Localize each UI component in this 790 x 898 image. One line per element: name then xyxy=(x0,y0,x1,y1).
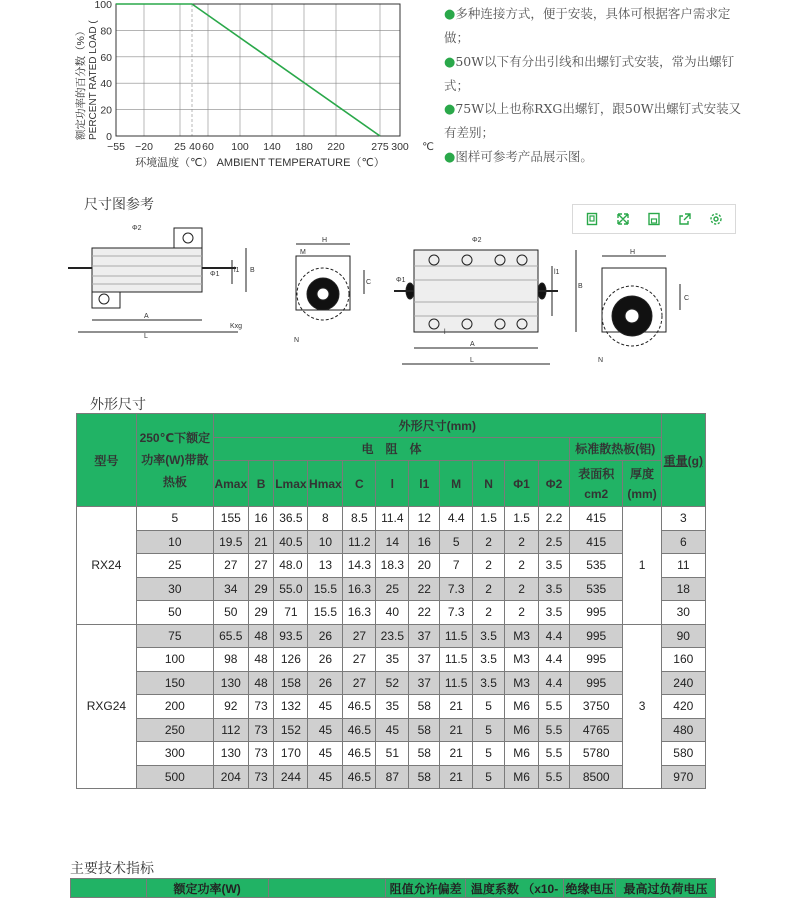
header-thickness: 厚度(mm) xyxy=(623,461,661,507)
x-tick: −20 xyxy=(135,141,153,153)
table-cell: 18.3 xyxy=(376,554,409,578)
table-cell: 73 xyxy=(248,765,274,789)
tech-title: 主要技术指标 xyxy=(70,861,154,877)
table-cell: 2 xyxy=(473,577,505,601)
x-axis-label: 环境温度（℃） AMBIENT TEMPERATURE（℃） xyxy=(135,157,385,169)
table-cell: 2 xyxy=(505,554,539,578)
table-cell: 535 xyxy=(569,554,623,578)
table-cell: 45 xyxy=(308,695,343,719)
table-cell: 3.5 xyxy=(539,554,570,578)
table-cell: 126 xyxy=(274,648,308,672)
table-cell: 204 xyxy=(213,765,248,789)
table-cell: 158 xyxy=(274,671,308,695)
table-cell: 58 xyxy=(409,718,440,742)
weight-cell: 420 xyxy=(661,695,705,719)
table-cell: 34 xyxy=(213,577,248,601)
table-cell: 27 xyxy=(248,554,274,578)
header-weight: 重量(g) xyxy=(661,414,705,507)
weight-cell: 970 xyxy=(661,765,705,789)
table-cell: 46.5 xyxy=(343,742,376,766)
table-cell: 5 xyxy=(136,507,213,531)
header-heatsink: 标准散热板(铝) xyxy=(569,437,661,461)
table-cell: 37 xyxy=(409,624,440,648)
label-m: M xyxy=(300,249,306,256)
x-tick: 25 xyxy=(174,141,186,153)
header-resistor: 电 阻 体 xyxy=(213,437,569,461)
table-cell: 50 xyxy=(136,601,213,625)
y-tick: 60 xyxy=(100,51,112,64)
table-cell: 75 xyxy=(136,624,213,648)
table-cell: 3.5 xyxy=(539,601,570,625)
table-cell: 995 xyxy=(569,624,623,648)
weight-cell: 240 xyxy=(661,671,705,695)
table-cell: 15.5 xyxy=(308,577,343,601)
x-tick: 100 xyxy=(231,141,249,153)
table-cell: 29 xyxy=(248,577,274,601)
table-cell: 3750 xyxy=(569,695,623,719)
label-phi2-b: Φ2 xyxy=(472,237,482,244)
table-cell: 4765 xyxy=(569,718,623,742)
label-phi2: Φ2 xyxy=(132,225,142,232)
table-cell: 14 xyxy=(376,530,409,554)
x-tick: 140 xyxy=(263,141,281,153)
weight-cell: 480 xyxy=(661,718,705,742)
table-cell: 93.5 xyxy=(274,624,308,648)
label-small-l: l xyxy=(444,329,446,336)
bullet-3: ●75W以上也称RXG出螺钉，跟50W出螺钉式安装又有差别； xyxy=(444,101,742,141)
table-cell: 48.0 xyxy=(274,554,308,578)
table-row xyxy=(77,507,706,531)
header-model: 型号 xyxy=(77,414,137,507)
table-cell: 2 xyxy=(473,601,505,625)
header-power: 250℃下额定功率(W)带散热板 xyxy=(136,414,213,507)
rx24-body xyxy=(92,248,202,292)
table-cell: 15.5 xyxy=(308,601,343,625)
tech-spec-table xyxy=(70,878,716,898)
y-tick: 100 xyxy=(94,0,112,11)
table-cell: 13 xyxy=(308,554,343,578)
weight-cell: 90 xyxy=(661,624,705,648)
y-tick: 20 xyxy=(100,104,112,117)
tech-header-cell: 绝缘电压 xyxy=(564,879,616,898)
label-b: B xyxy=(250,267,255,274)
table-cell: 8500 xyxy=(569,765,623,789)
label-l1-b: l1 xyxy=(554,269,560,276)
table-cell: 7.3 xyxy=(440,601,473,625)
table-cell: 5 xyxy=(473,765,505,789)
table-cell: 26 xyxy=(308,648,343,672)
x-tick: −55 xyxy=(107,141,125,153)
table-cell: 73 xyxy=(248,695,274,719)
table-cell: 995 xyxy=(569,671,623,695)
header-col: l xyxy=(376,461,409,507)
table-cell: 58 xyxy=(409,765,440,789)
table-cell: M6 xyxy=(505,742,539,766)
bullet-4: ●图样可参考产品展示图。 xyxy=(444,148,593,165)
table-cell: 3.5 xyxy=(473,648,505,672)
table-cell: 71 xyxy=(274,601,308,625)
header-col: Φ2 xyxy=(539,461,570,507)
table-row xyxy=(77,530,706,554)
table-cell: 2 xyxy=(473,530,505,554)
table-cell: 27 xyxy=(343,624,376,648)
header-dims: 外形尺寸(mm) xyxy=(213,414,661,438)
tech-header-cell: 温度系数 （x10- xyxy=(466,879,564,898)
x-tick: 220 xyxy=(327,141,345,153)
table-row xyxy=(77,601,706,625)
label-c: C xyxy=(366,279,372,286)
label-n-b: N xyxy=(598,357,604,364)
table-cell: 40 xyxy=(376,601,409,625)
label-a-b: A xyxy=(470,341,475,348)
tech-header-cell: 阻值允许偏差 xyxy=(386,879,466,898)
tech-header-cell xyxy=(268,879,386,898)
table-row xyxy=(77,695,706,719)
table-cell: 48 xyxy=(248,671,274,695)
table-cell: 21 xyxy=(440,695,473,719)
table-cell: 5.5 xyxy=(539,742,570,766)
table-cell: 35 xyxy=(376,695,409,719)
dimension-table xyxy=(76,413,706,789)
bullet-2: ●50W以下有分出引线和出螺钉式安装，常为出螺钉式； xyxy=(444,53,735,93)
table-row xyxy=(77,554,706,578)
table-cell: 5 xyxy=(473,695,505,719)
table-cell: 2 xyxy=(505,577,539,601)
table-cell: 26 xyxy=(308,671,343,695)
header-col: Φ1 xyxy=(505,461,539,507)
label-n: N xyxy=(294,337,300,344)
table-cell: 3.5 xyxy=(473,671,505,695)
table-cell: 130 xyxy=(213,742,248,766)
table-cell: 87 xyxy=(376,765,409,789)
table-cell: 11.4 xyxy=(376,507,409,531)
table-cell: 535 xyxy=(569,577,623,601)
table-cell: 150 xyxy=(136,671,213,695)
dimension-drawings xyxy=(64,222,690,382)
y-axis-label-cn: 额定功率的百分数（%） xyxy=(75,25,87,140)
table-row xyxy=(77,624,706,648)
label-phi1: Φ1 xyxy=(210,271,220,278)
table-cell: 5 xyxy=(473,718,505,742)
table-cell: 5780 xyxy=(569,742,623,766)
table-cell: 11.5 xyxy=(440,648,473,672)
table-cell: 58 xyxy=(409,695,440,719)
weight-cell: 30 xyxy=(661,601,705,625)
table-cell: M3 xyxy=(505,648,539,672)
table-cell: 5 xyxy=(440,530,473,554)
feature-bullets xyxy=(444,2,744,169)
table-cell: 46.5 xyxy=(343,695,376,719)
table-row xyxy=(77,577,706,601)
table-cell: 25 xyxy=(136,554,213,578)
table-cell: 30 xyxy=(136,577,213,601)
table-row xyxy=(77,765,706,789)
table-cell: 48 xyxy=(248,624,274,648)
table-cell: 36.5 xyxy=(274,507,308,531)
table-cell: 52 xyxy=(376,671,409,695)
table-cell: 14.3 xyxy=(343,554,376,578)
table-cell: 22 xyxy=(409,601,440,625)
label-l: L xyxy=(144,333,148,340)
table-cell: 152 xyxy=(274,718,308,742)
header-col: l1 xyxy=(409,461,440,507)
table-cell: 5 xyxy=(473,742,505,766)
table-cell: 22 xyxy=(409,577,440,601)
table-row xyxy=(77,718,706,742)
model-cell: RXG24 xyxy=(77,624,137,789)
table-cell: 1.5 xyxy=(505,507,539,531)
table-cell: 4.4 xyxy=(539,648,570,672)
table-cell: 37 xyxy=(409,671,440,695)
header-col: Amax xyxy=(213,461,248,507)
table-cell: 55.0 xyxy=(274,577,308,601)
table-cell: 415 xyxy=(569,507,623,531)
header-col: N xyxy=(473,461,505,507)
table-cell: 2 xyxy=(505,601,539,625)
x-tick: 60 xyxy=(202,141,214,153)
table-cell: 45 xyxy=(308,718,343,742)
table-cell: 100 xyxy=(136,648,213,672)
table-cell: 46.5 xyxy=(343,765,376,789)
table-cell: 27 xyxy=(343,671,376,695)
table-cell: 26 xyxy=(308,624,343,648)
x-tick: 40 xyxy=(189,141,201,153)
table-cell: 40.5 xyxy=(274,530,308,554)
table-cell: 25 xyxy=(376,577,409,601)
dim-title: 尺寸图参考 xyxy=(84,197,154,213)
table-cell: 2 xyxy=(505,530,539,554)
table-cell: 2 xyxy=(473,554,505,578)
table-cell: 21 xyxy=(440,742,473,766)
table-cell: 29 xyxy=(248,601,274,625)
x-unit: ℃ xyxy=(422,141,434,153)
table-cell: 11.5 xyxy=(440,624,473,648)
table-cell: M3 xyxy=(505,624,539,648)
label-c-b: C xyxy=(684,295,690,302)
settings-icon[interactable] xyxy=(707,210,725,228)
table-cell: 300 xyxy=(136,742,213,766)
derating-line xyxy=(116,4,380,136)
x-tick: 300 xyxy=(391,141,409,153)
bullet-1: ●多种连接方式，便于安装，具体可根据客户需求定做； xyxy=(444,6,731,46)
table-cell: 73 xyxy=(248,718,274,742)
table-cell: M6 xyxy=(505,695,539,719)
table-cell: 250 xyxy=(136,718,213,742)
table-cell: 5.5 xyxy=(539,695,570,719)
header-area: 表面积cm2 xyxy=(569,461,623,507)
y-tick: 80 xyxy=(100,25,112,38)
table-cell: 3.5 xyxy=(539,577,570,601)
table-cell: 500 xyxy=(136,765,213,789)
thickness-cell: 3 xyxy=(623,624,661,789)
weight-cell: 6 xyxy=(661,530,705,554)
table-cell: 7.3 xyxy=(440,577,473,601)
x-tick: 275 xyxy=(371,141,389,153)
table-cell: 132 xyxy=(274,695,308,719)
table-title: 外形尺寸 xyxy=(90,397,146,413)
label-l1: l1 xyxy=(234,267,240,274)
table-cell: 16.3 xyxy=(343,577,376,601)
weight-cell: 580 xyxy=(661,742,705,766)
label-kxg: Kxg xyxy=(230,323,243,330)
table-cell: 27 xyxy=(213,554,248,578)
derating-chart xyxy=(70,0,440,180)
table-cell: 58 xyxy=(409,742,440,766)
label-h: H xyxy=(322,237,328,244)
table-cell: 10 xyxy=(308,530,343,554)
tech-header-cell: 额定功率(W) xyxy=(146,879,268,898)
thickness-cell: 1 xyxy=(623,507,661,625)
table-cell: 16 xyxy=(248,507,274,531)
header-col: Lmax xyxy=(274,461,308,507)
weight-cell: 11 xyxy=(661,554,705,578)
header-col: C xyxy=(343,461,376,507)
table-cell: 45 xyxy=(376,718,409,742)
table-cell: 11.2 xyxy=(343,530,376,554)
table-cell: 2.5 xyxy=(539,530,570,554)
table-cell: 11.5 xyxy=(440,671,473,695)
table-cell: 995 xyxy=(569,648,623,672)
table-cell: 21 xyxy=(440,765,473,789)
table-cell: 19.5 xyxy=(213,530,248,554)
y-tick: 40 xyxy=(100,78,112,91)
model-cell: RX24 xyxy=(77,507,137,625)
table-cell: M6 xyxy=(505,718,539,742)
table-cell: 7 xyxy=(440,554,473,578)
table-cell: 45 xyxy=(308,765,343,789)
table-cell: 10 xyxy=(136,530,213,554)
table-cell: 1.5 xyxy=(473,507,505,531)
table-cell: 12 xyxy=(409,507,440,531)
y-axis-label-en: PERCENT RATED LOAD ( xyxy=(88,20,99,140)
table-row xyxy=(77,671,706,695)
table-cell: 8.5 xyxy=(343,507,376,531)
x-tick: 180 xyxy=(295,141,313,153)
table-cell: 50 xyxy=(213,601,248,625)
table-cell: 46.5 xyxy=(343,718,376,742)
table-cell: 4.4 xyxy=(440,507,473,531)
table-cell: M6 xyxy=(505,765,539,789)
table-cell: 415 xyxy=(569,530,623,554)
table-cell: 8 xyxy=(308,507,343,531)
header-col: M xyxy=(440,461,473,507)
table-cell: 5.5 xyxy=(539,765,570,789)
header-col: B xyxy=(248,461,274,507)
table-cell: 16 xyxy=(409,530,440,554)
table-cell: 23.5 xyxy=(376,624,409,648)
table-cell: 37 xyxy=(409,648,440,672)
table-cell: 2.2 xyxy=(539,507,570,531)
label-a: A xyxy=(144,313,149,320)
table-row xyxy=(77,742,706,766)
table-cell: 130 xyxy=(213,671,248,695)
weight-cell: 160 xyxy=(661,648,705,672)
label-phi1-b: Φ1 xyxy=(396,277,406,284)
table-cell: 65.5 xyxy=(213,624,248,648)
table-cell: 20 xyxy=(409,554,440,578)
table-cell: 112 xyxy=(213,718,248,742)
y-tick: 0 xyxy=(106,131,112,143)
weight-cell: 3 xyxy=(661,507,705,531)
header-col: Hmax xyxy=(308,461,343,507)
table-row xyxy=(77,648,706,672)
table-cell: 200 xyxy=(136,695,213,719)
tech-header-cell xyxy=(71,879,147,898)
table-cell: 244 xyxy=(274,765,308,789)
label-b-b: B xyxy=(578,283,583,290)
table-cell: 21 xyxy=(248,530,274,554)
table-cell: 155 xyxy=(213,507,248,531)
table-cell: 92 xyxy=(213,695,248,719)
table-cell: 170 xyxy=(274,742,308,766)
table-cell: M3 xyxy=(505,671,539,695)
table-cell: 51 xyxy=(376,742,409,766)
table-cell: 3.5 xyxy=(473,624,505,648)
table-cell: 35 xyxy=(376,648,409,672)
table-cell: 27 xyxy=(343,648,376,672)
table-cell: 4.4 xyxy=(539,671,570,695)
table-cell: 995 xyxy=(569,601,623,625)
label-l-b: L xyxy=(470,357,474,364)
table-cell: 45 xyxy=(308,742,343,766)
tech-header-cell: 最高过负荷电压 xyxy=(616,879,716,898)
table-cell: 98 xyxy=(213,648,248,672)
table-cell: 5.5 xyxy=(539,718,570,742)
table-cell: 16.3 xyxy=(343,601,376,625)
label-h-b: H xyxy=(630,249,636,256)
table-cell: 48 xyxy=(248,648,274,672)
weight-cell: 18 xyxy=(661,577,705,601)
table-cell: 73 xyxy=(248,742,274,766)
plot-frame xyxy=(116,4,400,136)
table-cell: 21 xyxy=(440,718,473,742)
table-cell: 4.4 xyxy=(539,624,570,648)
